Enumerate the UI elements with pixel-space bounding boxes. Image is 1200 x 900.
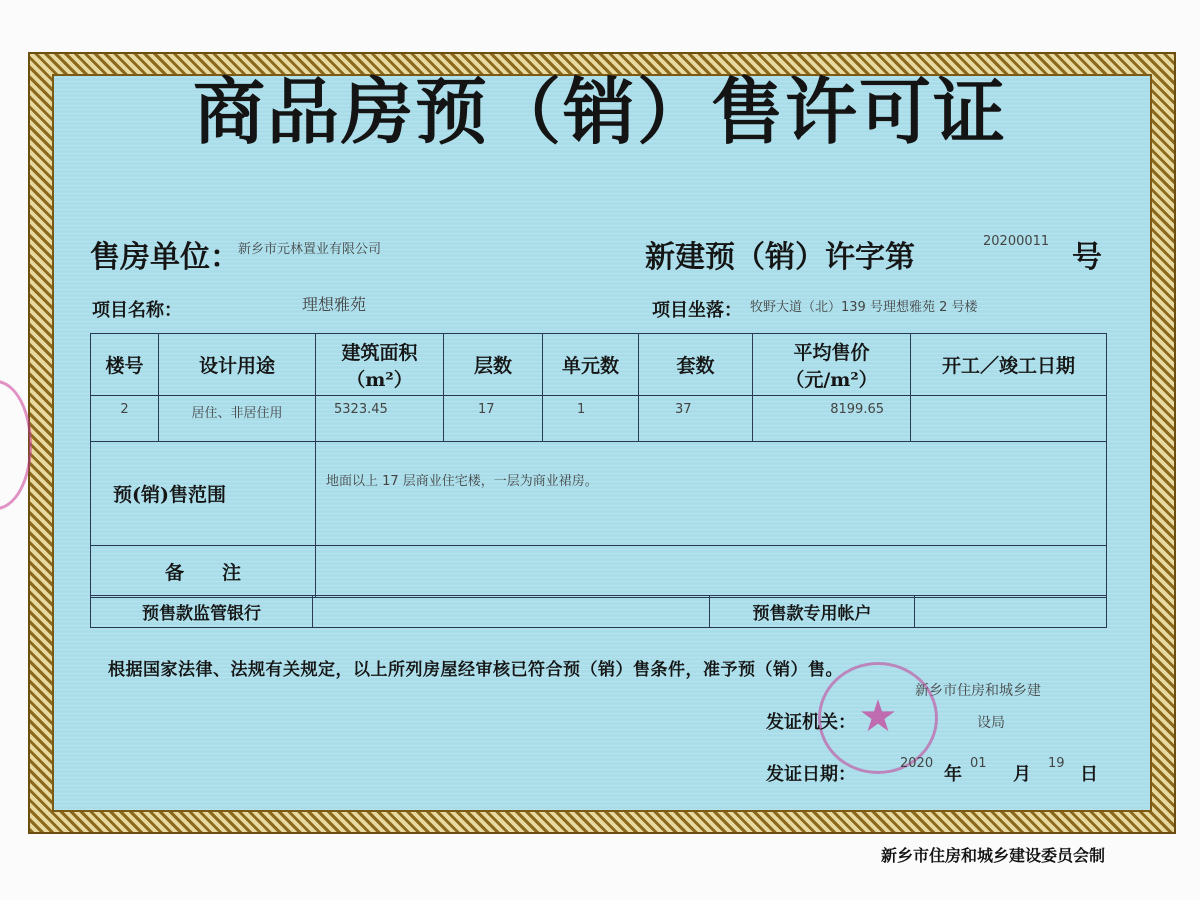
- cell-dates: [911, 396, 1107, 442]
- cell-building: 2: [91, 396, 159, 442]
- bank-row: [91, 596, 1107, 628]
- account-value: [915, 596, 1107, 628]
- scope-row: [91, 442, 1107, 546]
- project-location-label: 项目坐落：: [652, 300, 742, 321]
- header-price: [753, 334, 911, 396]
- table-row: [91, 396, 1107, 442]
- header-area: [316, 334, 444, 396]
- scope-label: [91, 442, 316, 546]
- issue-month-unit: 月: [1013, 764, 1031, 785]
- bank-label: 预售款监管银行: [91, 596, 313, 628]
- account-label: 预售款专用帐户: [710, 596, 915, 628]
- permit-suffix: 号: [1072, 240, 1102, 275]
- cell-suites: 37: [639, 396, 753, 442]
- issue-date-label: 发证日期：: [766, 764, 856, 785]
- seller-label: 售房单位：: [90, 240, 240, 275]
- issue-year: 2020: [900, 756, 934, 771]
- table-header-row: [91, 334, 1107, 396]
- permit-prefix: 新建预（销）许字第: [645, 240, 915, 275]
- cell-price: 8199.65: [753, 396, 911, 442]
- official-seal: ★: [818, 662, 938, 774]
- issue-day-unit: 日: [1080, 764, 1098, 785]
- project-name: 理想雅苑: [302, 295, 367, 314]
- bank-table: [90, 595, 1107, 628]
- scope-value: 地面以上 17 层商业住宅楼，一层为商业裙房。: [316, 442, 1107, 546]
- scope-label-text: 预(销)售范围: [113, 484, 226, 506]
- project-name-label: 项目名称：: [92, 300, 182, 321]
- certificate-title: 商品房预（销）售许可证: [192, 69, 1007, 154]
- issuer-line1: 新乡市住房和城乡建: [915, 683, 1041, 699]
- cell-units: 1: [543, 396, 639, 442]
- header-price-unit: （元/m²）: [785, 368, 878, 391]
- issuer-footer: 新乡市住房和城乡建设委员会制: [880, 846, 1105, 865]
- header-units: 单元数: [543, 334, 639, 396]
- permit-number: 20200011: [983, 234, 1050, 249]
- header-dates: 开工／竣工日期: [911, 334, 1107, 396]
- cell-area: 5323.45: [316, 396, 444, 442]
- approval-statement: 根据国家法律、法规有关规定，以上所列房屋经审核已符合预（销）售条件，准予预（销）售。: [108, 660, 843, 680]
- header-floors: 层数: [444, 334, 543, 396]
- header-area-label: 建筑面积: [341, 341, 418, 364]
- header-usage: 设计用途: [159, 334, 316, 396]
- issuer-label: 发证机关：: [766, 712, 856, 733]
- remarks-label: 备 注: [91, 546, 316, 598]
- issue-year-unit: 年: [944, 764, 962, 785]
- remarks-row: [91, 546, 1107, 598]
- seller-value: 新乡市元林置业有限公司: [238, 242, 382, 257]
- permit-table: [90, 333, 1107, 598]
- cell-floors: 17: [444, 396, 543, 442]
- issuer-line2: 设局: [977, 715, 1005, 731]
- cell-usage: 居住、非居住用: [159, 396, 316, 442]
- issue-month: 01: [970, 756, 987, 771]
- bank-value: [313, 596, 710, 628]
- header-building: 楼号: [91, 334, 159, 396]
- header-price-label: 平均售价: [793, 341, 870, 364]
- header-area-unit: （m²）: [346, 368, 413, 391]
- issue-day: 19: [1048, 756, 1065, 771]
- remarks-value: [316, 546, 1107, 598]
- project-location: 牧野大道（北）139 号理想雅苑 2 号楼: [750, 300, 978, 315]
- header-suites: 套数: [639, 334, 753, 396]
